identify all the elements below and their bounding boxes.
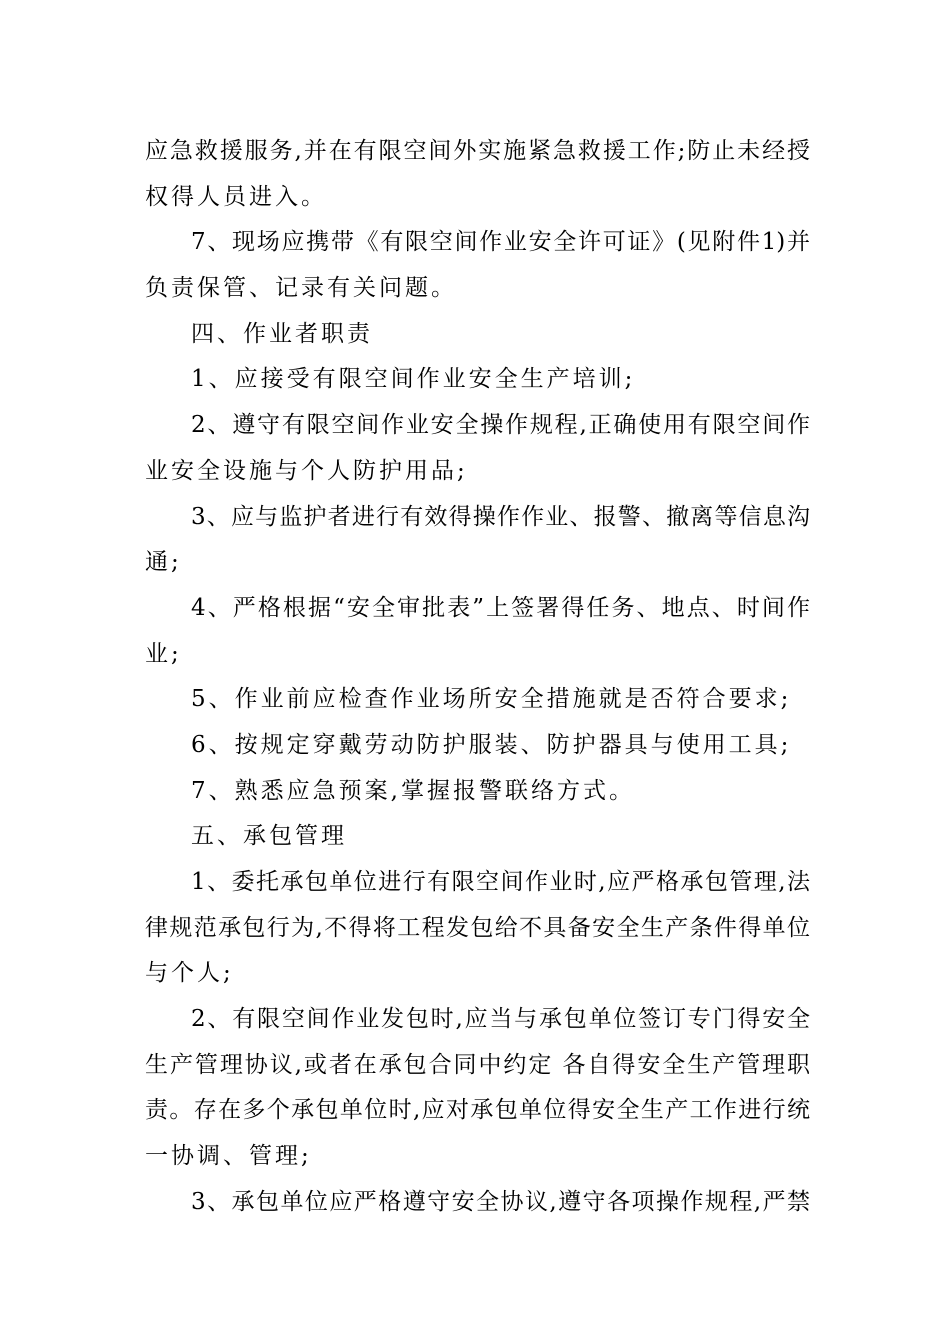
text-line: 律规范承包行为,不得将工程发包给不具备安全生产条件得单位 <box>145 914 810 941</box>
text-line: 1、应接受有限空间作业安全生产培训; <box>191 366 636 393</box>
text-line: 4、严格根据“安全审批表”上签署得任务、地点、时间作 <box>191 594 810 621</box>
text-line: 6、按规定穿戴劳动防护服装、防护器具与使用工具; <box>191 731 792 758</box>
text-line: 生产管理协议,或者在承包合同中约定 各自得安全生产管理职 <box>145 1051 810 1078</box>
text-line: 业安全设施与个人防护用品; <box>145 457 468 484</box>
text-line: 一协调、管理; <box>145 1143 312 1170</box>
text-line: 通; <box>145 549 182 576</box>
text-line: 与个人; <box>145 960 234 987</box>
text-line: 权得人员进入。 <box>145 183 327 210</box>
text-line: 2、有限空间作业发包时,应当与承包单位签订专门得安全 <box>191 1006 810 1033</box>
text-line: 5、作业前应检查作业场所安全措施就是否符合要求; <box>191 686 792 713</box>
text-line: 3、承包单位应严格遵守安全协议,遵守各项操作规程,严禁 <box>191 1188 810 1215</box>
text-line: 7、现场应携带《有限空间作业安全许可证》(见附件1)并 <box>191 229 810 256</box>
document-body-text <box>145 129 810 1226</box>
text-line: 业; <box>145 640 182 667</box>
text-line: 负责保管、记录有关问题。 <box>145 275 457 302</box>
text-line: 1、委托承包单位进行有限空间作业时,应严格承包管理,法 <box>191 869 810 895</box>
text-line: 2、遵守有限空间作业安全操作规程,正确使用有限空间作 <box>191 412 810 439</box>
text-line: 四、作业者职责 <box>191 320 373 347</box>
text-line: 应急救援服务,并在有限空间外实施紧急救援工作;防止未经授 <box>145 138 810 164</box>
text-line: 责。存在多个承包单位时,应对承包单位得安全生产工作进行统 <box>145 1097 810 1124</box>
text-line: 3、应与监护者进行有效得操作作业、报警、撤离等信息沟 <box>191 503 810 530</box>
text-line: 7、熟悉应急预案,掌握报警联络方式。 <box>191 777 635 804</box>
text-line: 五、承包管理 <box>191 823 347 850</box>
